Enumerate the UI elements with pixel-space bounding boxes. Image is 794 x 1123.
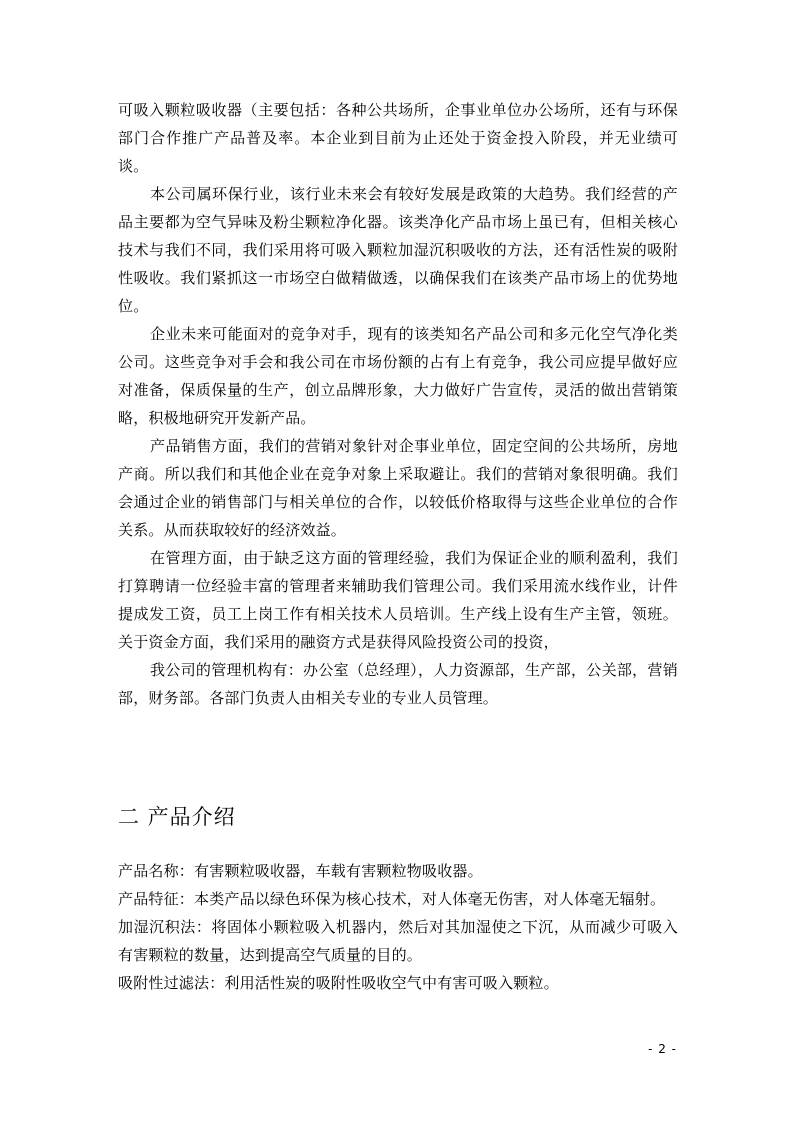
product-list xyxy=(118,857,678,997)
paragraph-competition: 企业未来可能面对的竞争对手，现有的该类知名产品公司和多元化空气净化类公司。这些竞争对手会和我公司在市场份额的占有上有竞争，我公司应提早做好应对准备，保质保量的生产，创立品牌形象，大力做好广告宣传，灵活的做出营销策略，积极地研究开发新产品。 xyxy=(118,325,678,427)
paragraph-management: 在管理方面，由于缺乏这方面的管理经验，我们为保证企业的顺利盈利，我们打算聘请一位经验丰富的管理者来辅助我们管理公司。我们采用流水线作业，计件提成发工资，员工上岗工作有相关技术人员培训。生产线上设有生产主管，领班。关于资金方面，我们采用的融资方式是获得风险投资公司的投资， xyxy=(118,549,678,651)
body-text xyxy=(118,96,678,712)
paragraph-continuation: 可吸入颗粒吸收器（主要包括：各种公共场所，企事业单位办公场所，还有与环保部门合作推广产品普及率。本企业到目前为止还处于资金投入阶段，并无业绩可谈。 xyxy=(118,101,678,175)
product-name-line: 产品名称：有害颗粒吸收器，车载有害颗粒物吸收器。 xyxy=(118,862,483,880)
humidify-method-line: 加湿沉积法：将固体小颗粒吸入机器内，然后对其加湿使之下沉，从而减少可吸入有害颗粒的数量，达到提高空气质量的目的。 xyxy=(118,918,678,964)
page-number: - 2 - xyxy=(648,1042,677,1056)
section-heading: 二 产品介绍 xyxy=(118,805,236,829)
paragraph-organization: 我公司的管理机构有：办公室（总经理），人力资源部，生产部，公关部，营销部，财务部。各部门负责人由相关专业的专业人员管理。 xyxy=(118,661,678,707)
paragraph-sales: 产品销售方面，我们的营销对象针对企事业单位，固定空间的公共场所，房地产商。所以我们和其他企业在竞争对象上采取避让。我们的营销对象很明确。我们会通过企业的销售部门与相关单位的合作，以较低价格取得与这些企业单位的合作关系。从而获取较好的经济效益。 xyxy=(118,437,678,539)
paragraph-industry: 本公司属环保行业，该行业未来会有较好发展是政策的大趋势。我们经营的产品主要都为空气异味及粉尘颗粒净化器。该类净化产品市场上虽已有，但相关核心技术与我们不同，我们采用将可吸入颗粒加湿沉积吸收的方法，还有活性炭的吸附性吸收。我们紧抓这一市场空白做精做透，以确保我们在该类产品市场上的优势地位。 xyxy=(118,185,678,315)
product-feature-line: 产品特征：本类产品以绿色环保为核心技术，对人体毫无伤害，对人体毫无辐射。 xyxy=(118,890,666,908)
adsorption-method-line: 吸附性过滤法：利用活性炭的吸附性吸收空气中有害可吸入颗粒。 xyxy=(118,974,559,992)
